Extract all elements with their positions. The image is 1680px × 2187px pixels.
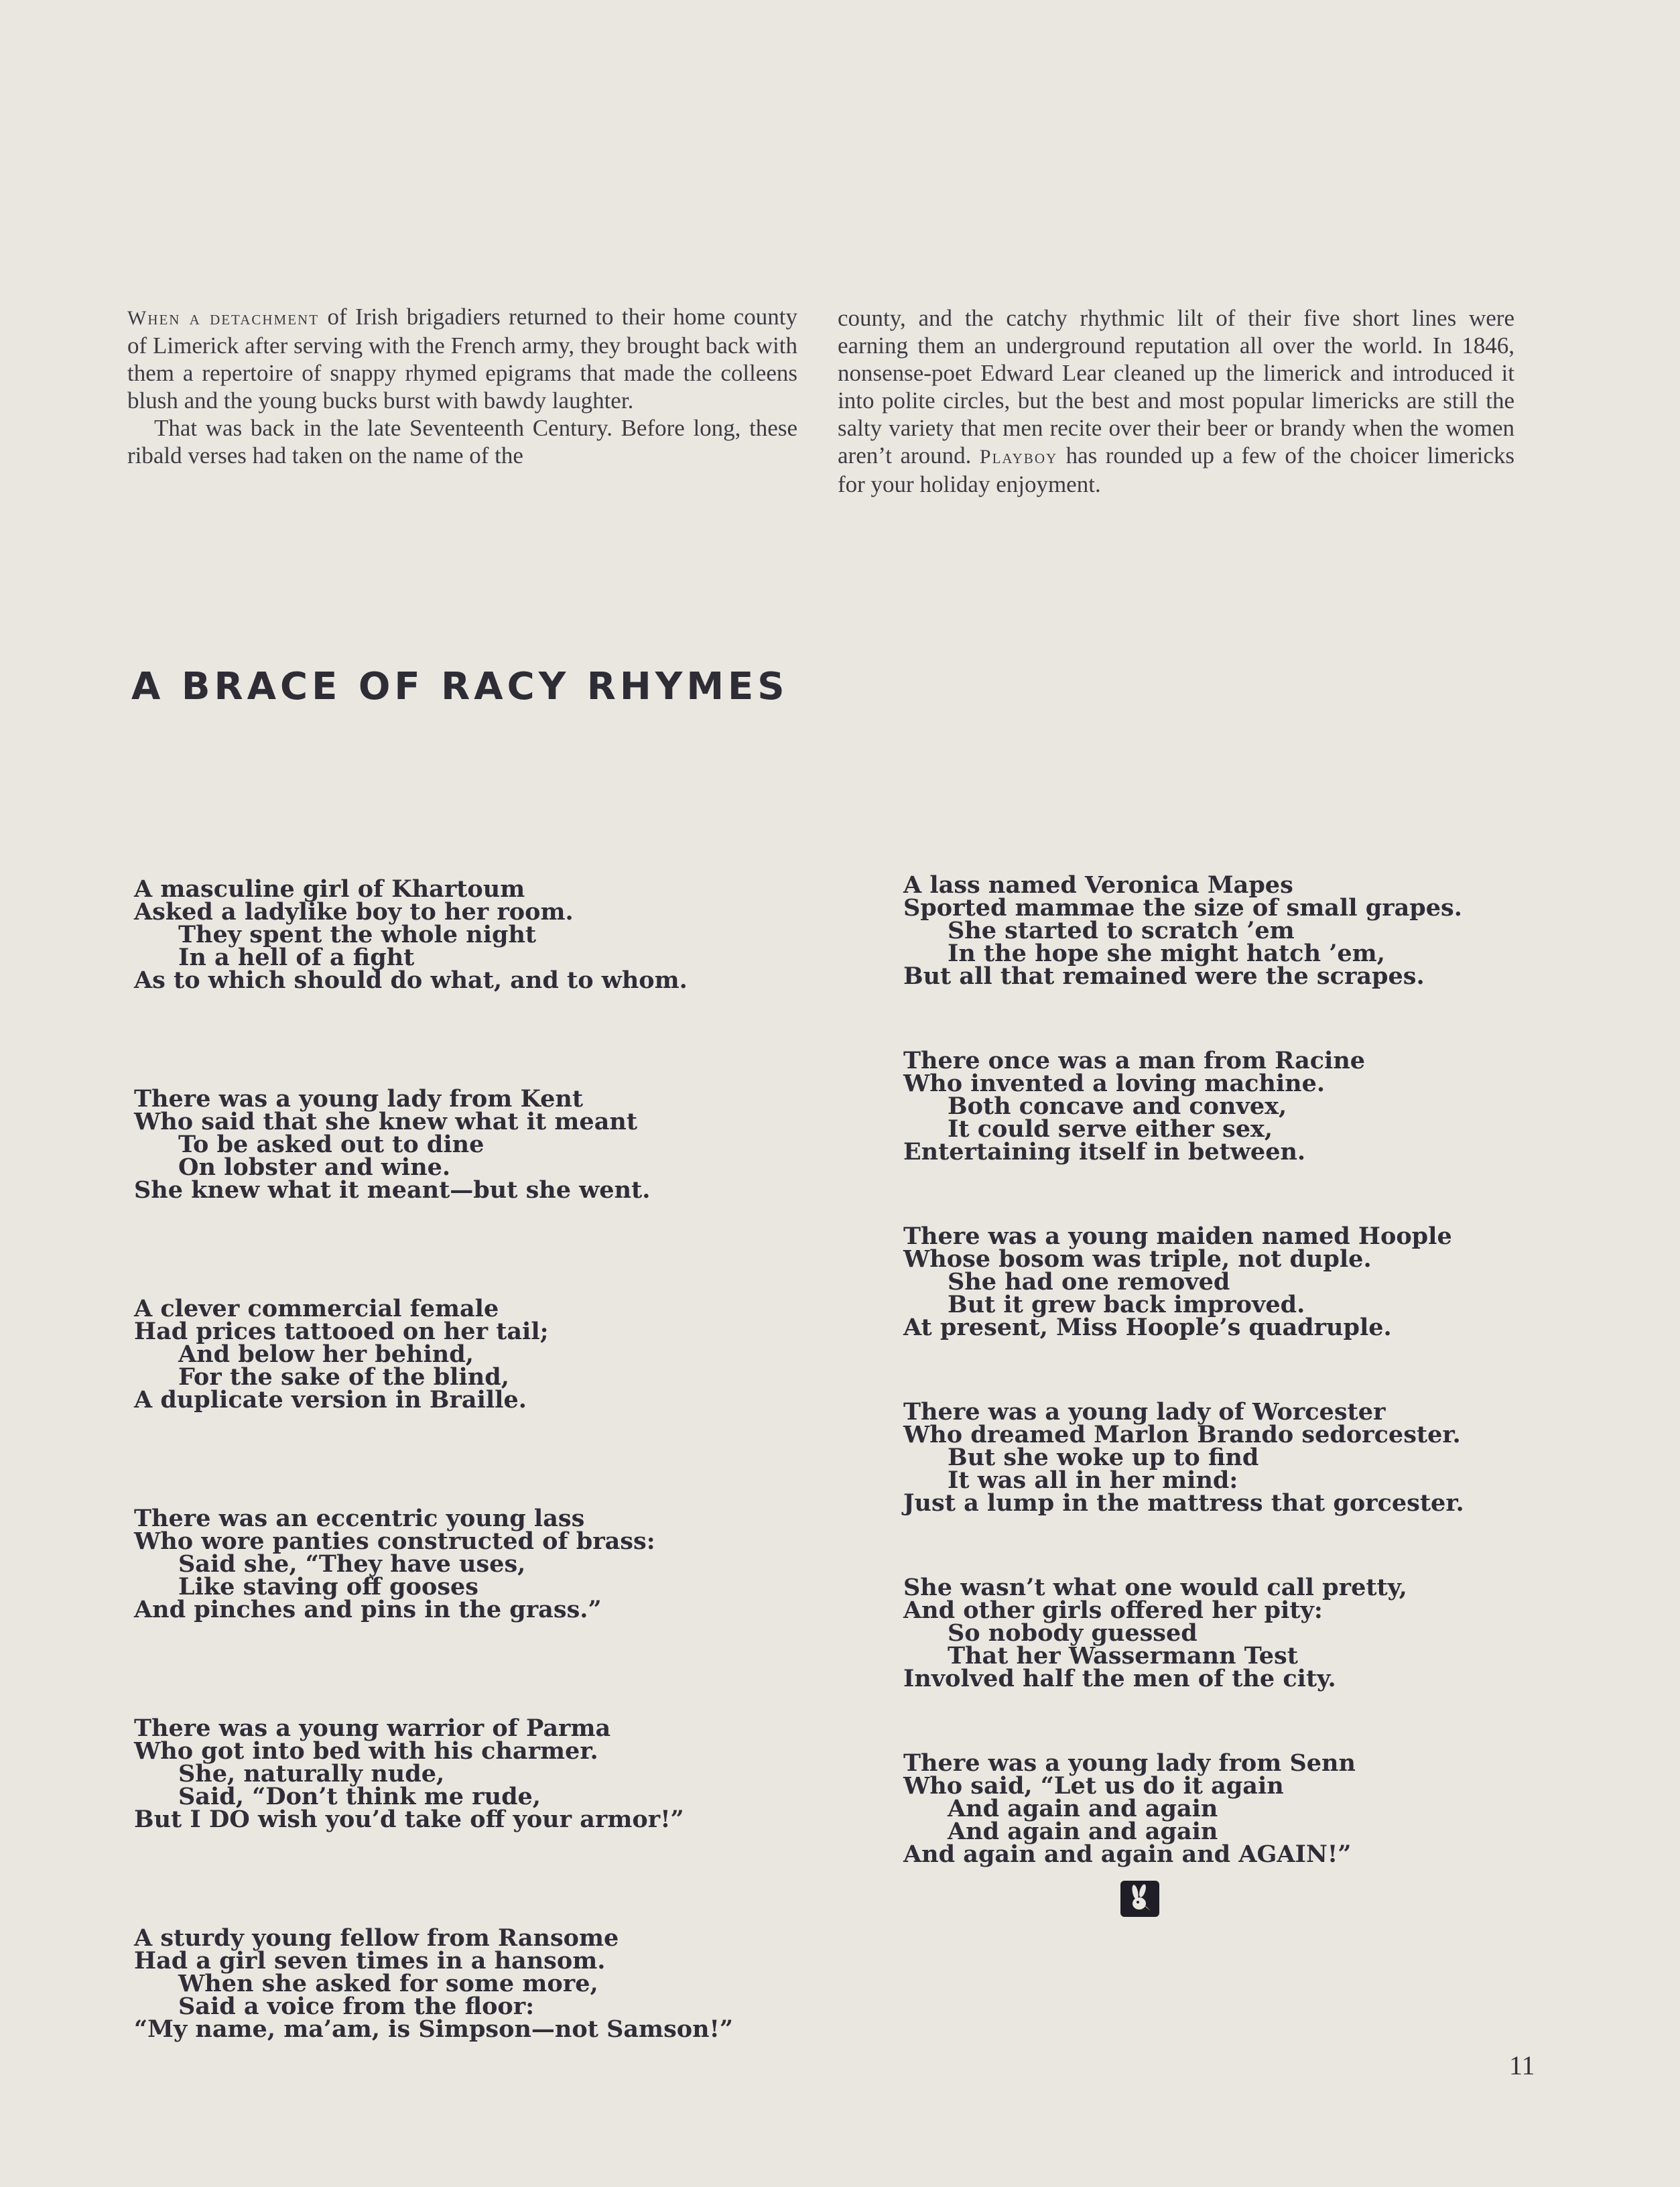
limerick-line: Asked a ladylike boy to her room. [134,898,574,926]
limerick-line: And again and again [948,1818,1218,1845]
limerick-line: It was all in her mind: [948,1466,1238,1494]
limerick [903,1398,1680,1517]
limerick-line: But she woke up to find [948,1444,1259,1471]
rabbit-head-icon [1120,1881,1159,1917]
limerick-line: And pinches and pins in the grass.” [134,1596,602,1623]
limerick-line: She started to scratch ’em [948,917,1295,944]
limerick-line: A clever commercial female [134,1295,499,1322]
limerick-line: She knew what it meant—but she went. [134,1176,651,1204]
intro-paragraph-3 [838,304,1514,498]
rabbit-head-icon-graphic [1126,1884,1153,1914]
intro-paragraph-3-text-after: has rounded up a few of the choicer limericks for your holiday enjoyment. [838,442,1514,497]
limerick-line: And below her behind, [178,1340,474,1368]
limerick-line: A masculine girl of Khartoum [134,875,525,903]
limerick-line: There was a young maiden named Hoople [903,1223,1452,1250]
limerick [134,1714,911,1833]
limerick-line: For the sake of the blind, [178,1363,509,1391]
limerick-line: In the hope she might hatch ’em, [948,940,1385,967]
limerick-line: And again and again [948,1795,1218,1822]
limerick-line: Had a girl seven times in a hansom. [134,1947,606,1975]
intro-paragraph-1-text: of Irish brigadiers returned to their home county of Limerick after serving with the French army, they brought back with them a repertoire of snappy rhymed epigrams that made the colleens blush and the young bucks burst with bawdy laughter. [127,304,797,414]
limerick-line: Whose bosom was triple, not duple. [903,1245,1372,1273]
limerick-line: Who dreamed Marlon Brando sedorcester. [903,1421,1461,1448]
limerick [134,1085,911,1204]
intro-column-left [127,303,797,469]
limerick-line: But I DO wish you’d take off your armor!” [134,1806,684,1833]
limerick-line: Like staving off gooses [178,1573,478,1601]
limerick-line: On lobster and wine. [178,1153,451,1181]
limerick-line: Who said, “Let us do it again [903,1772,1284,1800]
limerick-line: There was a young lady from Kent [134,1085,584,1113]
limerick [134,1295,911,1414]
limerick [903,1047,1680,1166]
limerick-line: Who wore panties constructed of brass: [134,1527,655,1555]
playboy-brand-text: Playboy [979,446,1058,468]
limerick-line: But it grew back improved. [948,1291,1305,1318]
intro-paragraph-3-text-before: county, and the catchy rhythmic lilt of their five short lines were earning them an underground reputation all over the world. In 1846, nonsense-poet Edward Lear cleaned up the limerick and introduced it into polite circles, but the best and most popular limericks are still the salty variety that men recite over their beer or brandy when the women aren’t around. [838,305,1514,468]
intro-paragraph-1 [127,303,797,414]
intro-column-right [838,304,1514,498]
limerick-line: There was a young lady from Senn [903,1749,1356,1777]
limericks-column-left [134,875,911,2137]
intro-lead-in: When a detachment [127,307,320,329]
limerick-line: It could serve either sex, [948,1115,1273,1143]
limerick [903,1576,1680,1690]
limerick-line: She had one removed [948,1268,1230,1296]
limerick-line: There was a young warrior of Parma [134,1714,611,1742]
limerick [134,875,911,994]
limerick-line: When she asked for some more, [178,1970,598,1997]
limerick-line: And other girls offered her pity: [903,1597,1323,1624]
limerick-line: Involved half the men of the city. [903,1665,1336,1692]
limerick-line: Just a lump in the mattress that gorcester. [903,1489,1464,1517]
limerick-line: There once was a man from Racine [903,1047,1366,1074]
limerick-line: “My name, ma’am, is Simpson—not Samson!” [134,2015,734,2043]
limerick-line: A lass named Veronica Mapes [903,871,1293,899]
limerick-line: There was an eccentric young lass [134,1505,585,1532]
limerick-line: Sported mammae the size of small grapes. [903,894,1462,922]
limerick [134,1924,911,2043]
limerick [134,1507,911,1621]
limerick-line: She, naturally nude, [178,1760,445,1788]
limerick [903,1225,1680,1339]
intro-paragraph-2: That was back in the late Seventeenth Century. Before long, these ribald verses had taken on the name of the [127,415,797,468]
limerick-line: Said she, “They have uses, [178,1550,526,1578]
limerick-line: And again and again and AGAIN!” [903,1840,1352,1868]
limerick-line: Who said that she knew what it meant [134,1108,637,1135]
limerick-line: Had prices tattooed on her tail; [134,1318,549,1345]
limerick-line: Who got into bed with his charmer. [134,1737,598,1765]
page-number: 11 [1509,2050,1535,2080]
limerick-line: In a hell of a fight [178,944,415,971]
article-title: A BRACE OF RACY RHYMES [131,665,789,708]
limerick [903,1749,1680,1868]
limericks-column-right [903,871,1680,1928]
limerick-line: There was a young lady of Worcester [903,1398,1386,1426]
limerick-line: To be asked out to dine [178,1131,484,1158]
limerick-line: That her Wassermann Test [948,1642,1298,1670]
limerick-line: So nobody guessed [948,1619,1198,1647]
limerick-line: But all that remained were the scrapes. [903,962,1425,990]
limerick-line: At present, Miss Hoople’s quadruple. [903,1314,1392,1341]
limerick-line: Said a voice from the floor: [178,1993,535,2020]
limerick-line: Said, “Don’t think me rude, [178,1783,541,1810]
limerick-line: Who invented a loving machine. [903,1070,1326,1097]
limerick-line: They spent the whole night [178,921,537,948]
limerick-line: As to which should do what, and to whom. [134,966,688,994]
limerick-line: A duplicate version in Braille. [134,1386,527,1414]
limerick [903,871,1680,990]
limerick-line: Both concave and convex, [948,1092,1287,1120]
limerick-line: She wasn’t what one would call pretty, [903,1574,1407,1601]
limerick-line: A sturdy young fellow from Ransome [134,1924,619,1952]
limerick-line: Entertaining itself in between. [903,1138,1306,1166]
